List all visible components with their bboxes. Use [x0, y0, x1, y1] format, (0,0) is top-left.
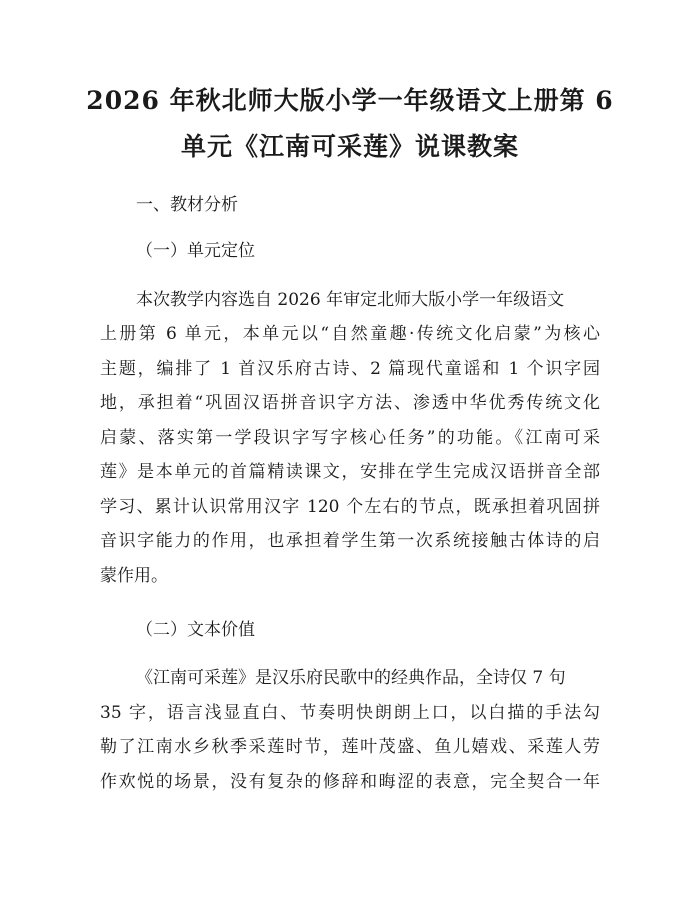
paragraph-line: 启蒙、落实第一学段识字写字核心任务”的功能。《江南可采: [100, 428, 600, 448]
paragraph-line: 作欢悦的场景，没有复杂的修辞和晦涩的表意，完全契合一年: [100, 772, 600, 792]
paragraph-line: 地，承担着“巩固汉语拼音识字方法、渗透中华优秀传统文化: [100, 393, 600, 413]
paragraph-line: 学习、累计认识常用汉字 120 个左右的节点，既承担着巩固拼: [100, 497, 600, 517]
paragraph-line: 蒙作用。: [100, 566, 168, 586]
subsection-heading-unit-positioning: （一）单元定位: [136, 241, 255, 261]
paragraph-line: 上册第 6 单元，本单元以“自然童趣·传统文化启蒙”为核心: [100, 324, 600, 344]
document-title-line-1: 2026 年秋北师大版小学一年级语文上册第 6: [86, 86, 614, 115]
paragraph-line: 《江南可采莲》是汉乐府民歌中的经典作品，全诗仅 7 句: [136, 668, 566, 688]
section-heading-textbook-analysis: 一、教材分析: [136, 195, 238, 215]
document-title-line-2: 单元《江南可采莲》说课教案: [180, 132, 519, 161]
paragraph-line: 本次教学内容选自 2026 年审定北师大版小学一年级语文: [136, 290, 565, 310]
paragraph-line: 主题，编排了 1 首汉乐府古诗、2 篇现代童谣和 1 个识字园: [100, 359, 600, 379]
paragraph-line: 35 字，语言浅显直白、节奏明快朗朗上口，以白描的手法勾: [100, 703, 600, 723]
paragraph-line: 莲》是本单元的首篇精读课文，安排在学生完成汉语拼音全部: [100, 462, 600, 482]
subsection-heading-text-value: （二）文本价值: [136, 620, 255, 640]
paragraph-line: 勒了江南水乡秋季采莲时节，莲叶茂盛、鱼儿嬉戏、采莲人劳: [100, 737, 600, 757]
paragraph-line: 音识字能力的作用，也承担着学生第一次系统接触古体诗的启: [100, 531, 600, 551]
